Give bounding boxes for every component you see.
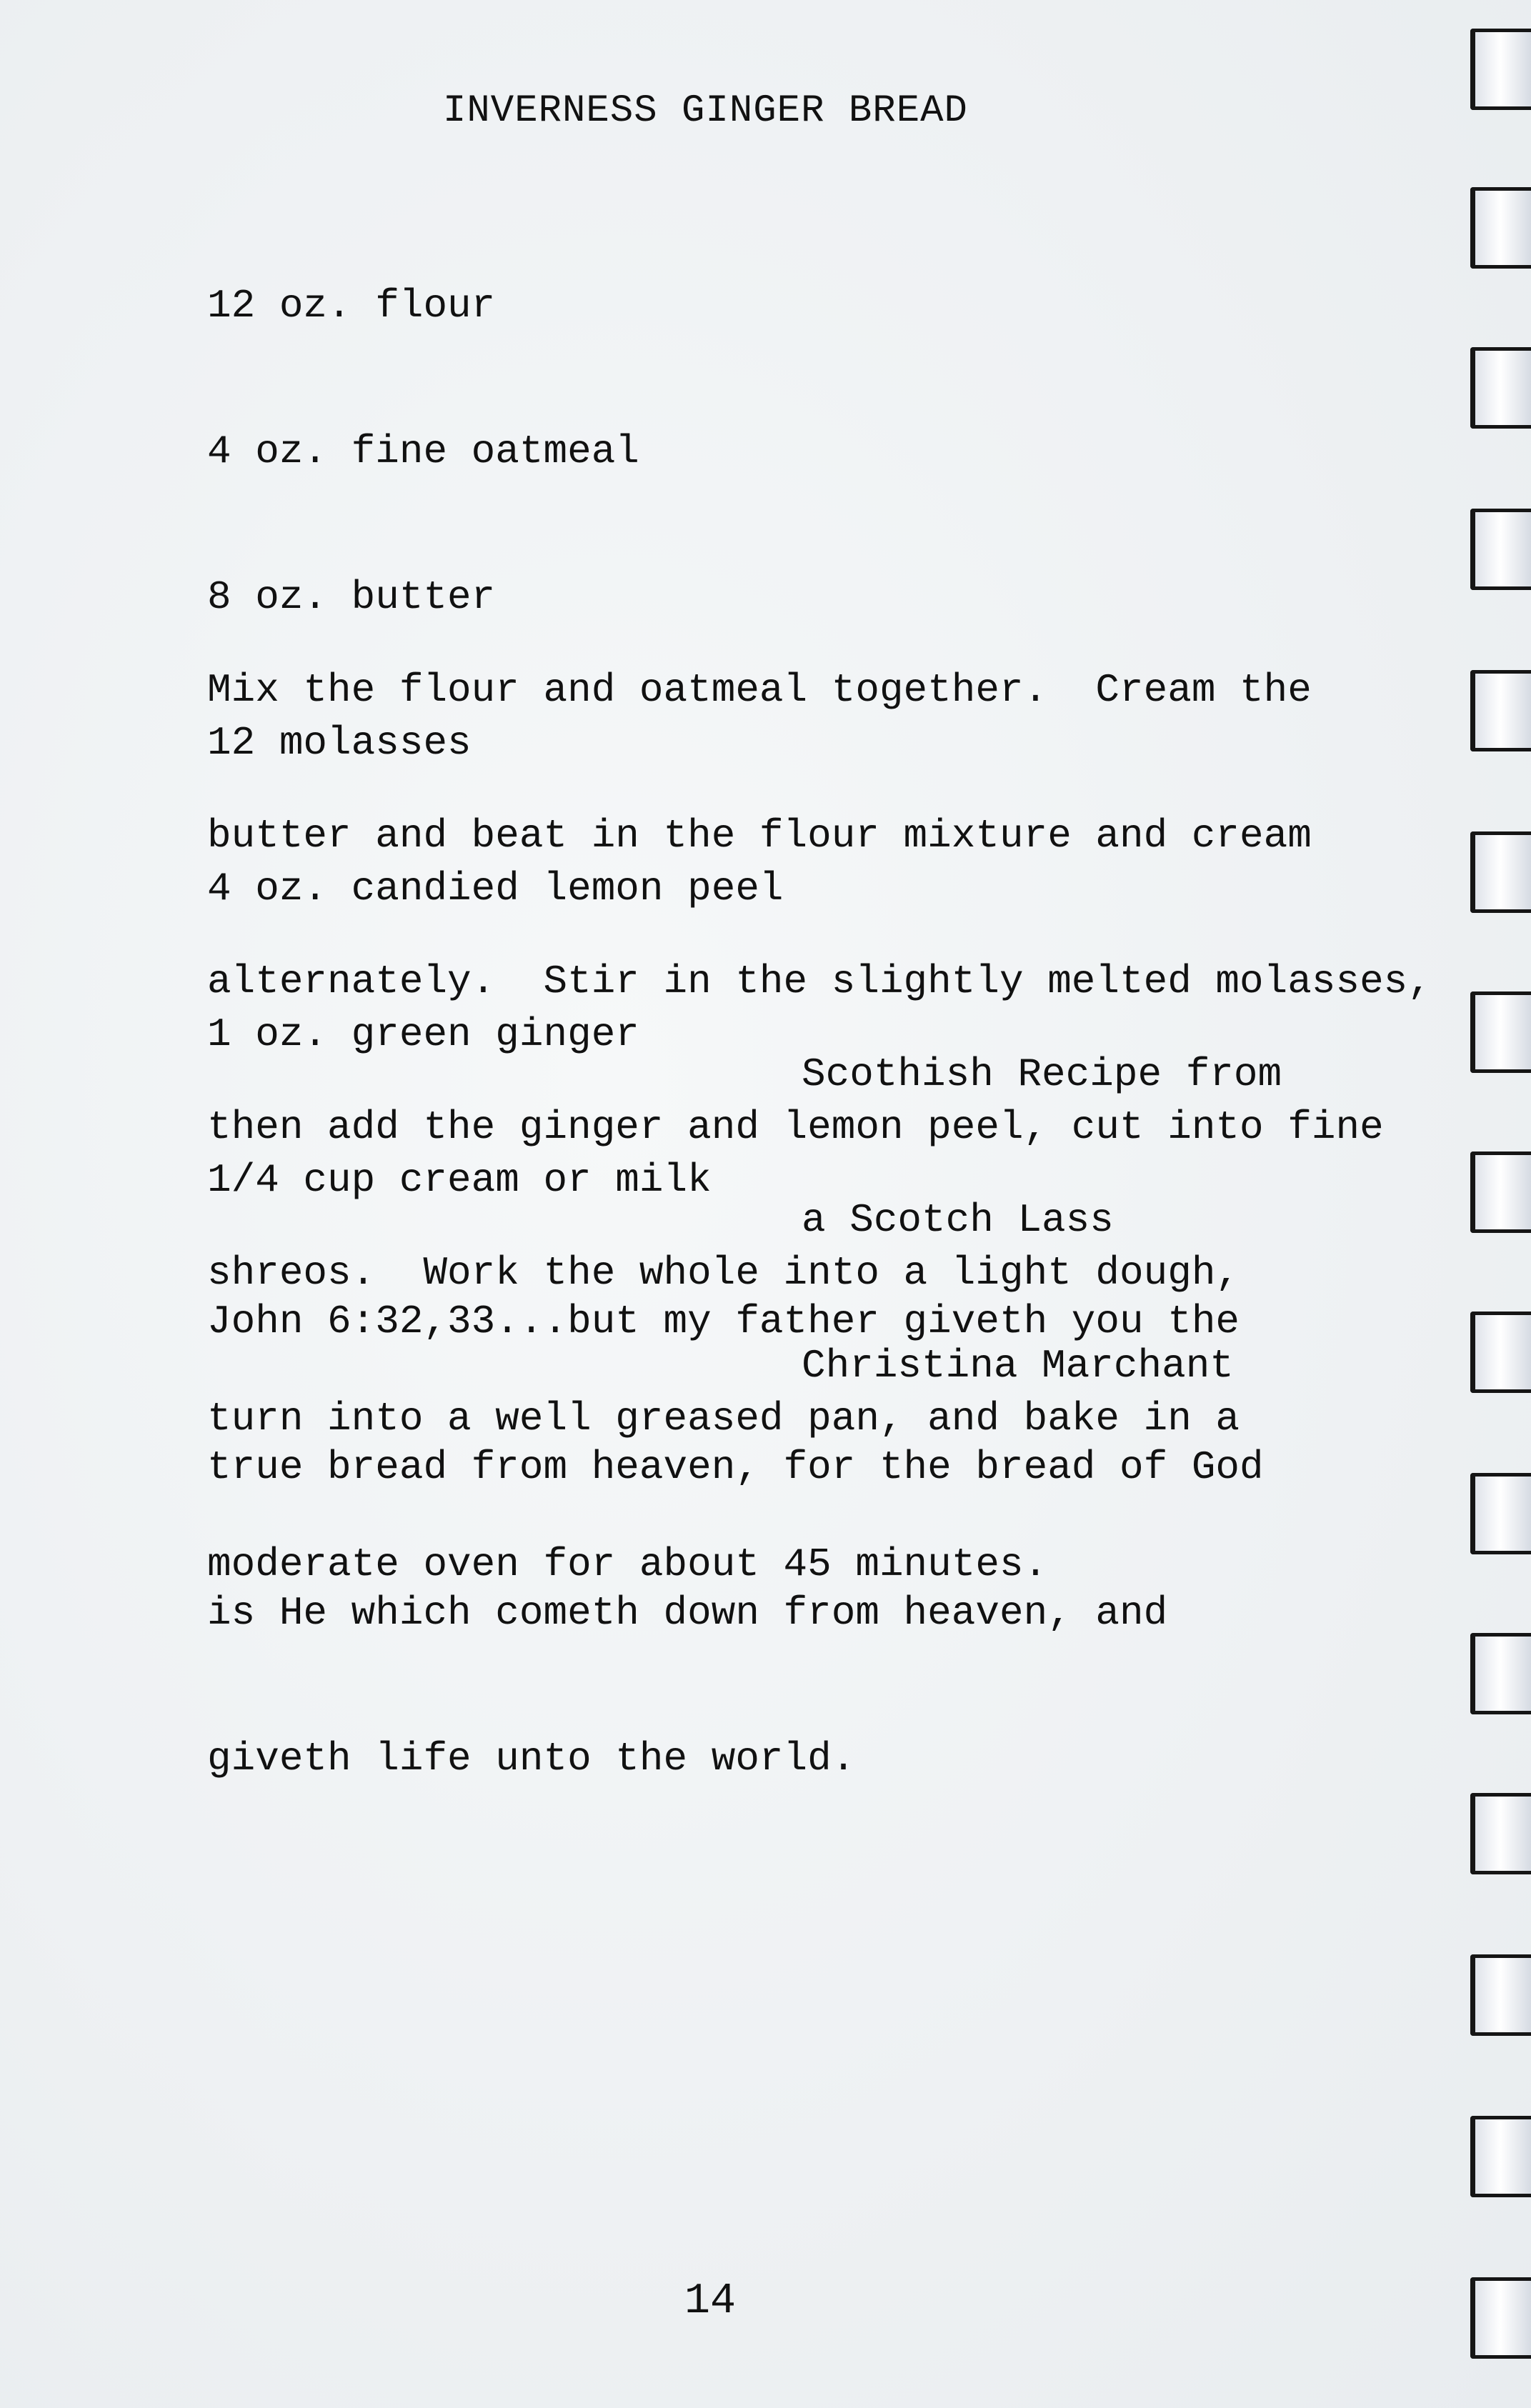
recipe-title: INVERNESS GINGER BREAD — [443, 89, 968, 133]
binding-ring — [1470, 1954, 1531, 2036]
binding-ring — [1470, 2277, 1531, 2359]
directions-line: Mix the flour and oatmeal together. Cream the — [207, 667, 1312, 713]
ingredient-item: 12 oz. flour — [207, 283, 496, 329]
ingredient-item: 8 oz. butter — [207, 574, 496, 620]
directions-line: shreos. Work the whole into a light dough, — [207, 1250, 1240, 1296]
binding-ring — [1470, 1151, 1531, 1233]
binding-ring — [1470, 347, 1531, 429]
directions-line: moderate oven for about 45 minutes. — [207, 1542, 1048, 1587]
ingredient-item: 1/4 cup cream or milk — [207, 1157, 712, 1203]
directions-line: alternately. Stir in the slightly melted molasses, — [207, 959, 1432, 1004]
ingredient-item: 4 oz. candied lemon peel — [207, 866, 784, 911]
attribution-line: a Scotch Lass — [802, 1197, 1114, 1243]
scripture-line: is He which cometh down from heaven, and — [207, 1590, 1168, 1636]
spiral-binding — [1452, 0, 1531, 2408]
binding-ring — [1470, 187, 1531, 269]
binding-ring — [1470, 2116, 1531, 2197]
binding-ring — [1470, 1793, 1531, 1874]
ingredient-item: 1 oz. green ginger — [207, 1011, 639, 1057]
binding-ring — [1470, 670, 1531, 751]
binding-ring — [1470, 29, 1531, 110]
binding-ring — [1470, 831, 1531, 913]
ingredient-item: 4 oz. fine oatmeal — [207, 429, 639, 474]
directions-line: turn into a well greased pan, and bake in a — [207, 1396, 1240, 1442]
scripture-quote — [207, 1200, 1264, 1880]
attribution-line: Christina Marchant — [802, 1343, 1234, 1389]
ingredient-item: 12 molasses — [207, 720, 472, 766]
directions-line: butter and beat in the flour mixture and cream — [207, 813, 1312, 859]
directions-line: then add the ginger and lemon peel, cut into fine — [207, 1104, 1384, 1150]
scripture-line: John 6:32,33...but my father giveth you the — [207, 1299, 1240, 1344]
attribution-line: Scothish Recipe from — [802, 1051, 1282, 1097]
page-number: 14 — [684, 2277, 737, 2326]
binding-ring — [1470, 1633, 1531, 1714]
scripture-line: true bread from heaven, for the bread of God — [207, 1444, 1264, 1490]
scripture-line: giveth life unto the world. — [207, 1736, 856, 1782]
binding-ring — [1470, 991, 1531, 1073]
binding-ring — [1470, 1312, 1531, 1393]
binding-ring — [1470, 1473, 1531, 1554]
binding-ring — [1470, 509, 1531, 590]
